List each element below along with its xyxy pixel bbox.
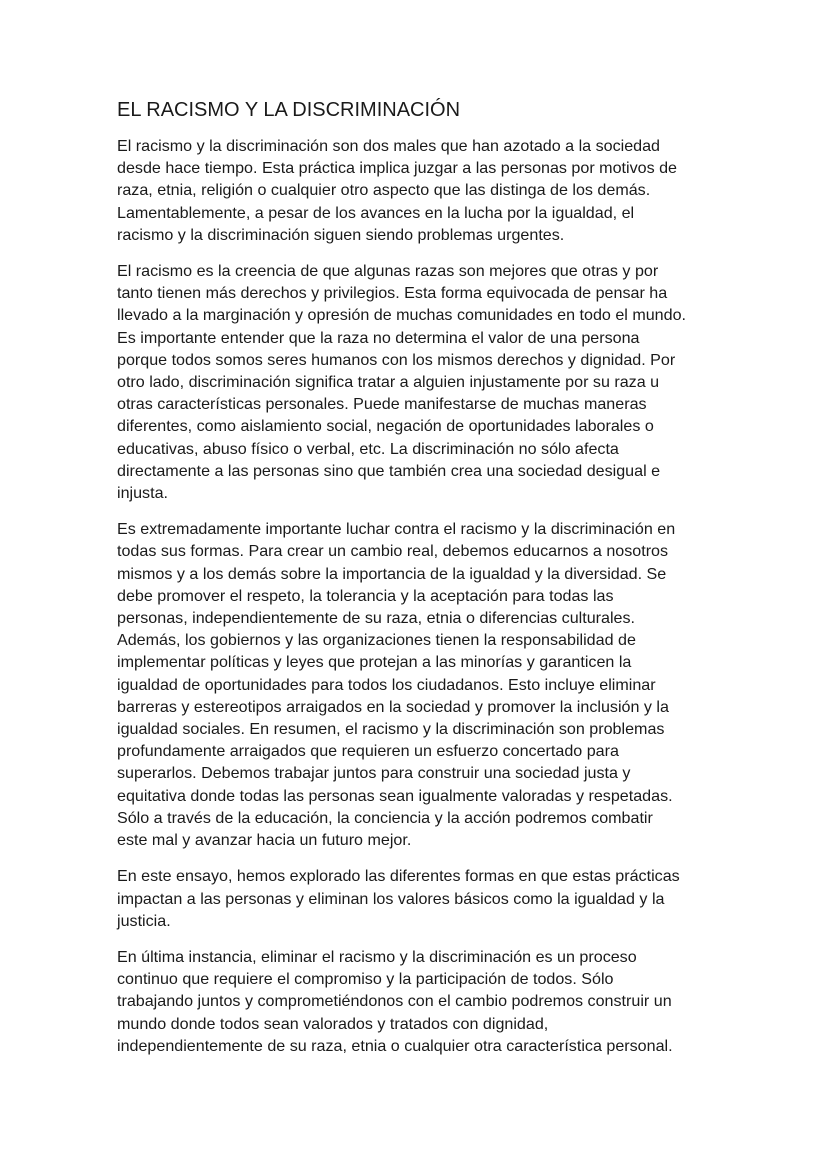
text-line: mundo donde todos sean valorados y tratados con dignidad, bbox=[117, 1014, 549, 1033]
text-line: injusta. bbox=[117, 484, 168, 503]
paragraph-definition bbox=[117, 260, 717, 504]
text-line: igualdad de oportunidades para todos los ciudadanos. Esto incluye eliminar bbox=[117, 675, 656, 694]
text-line: otras características personales. Puede manifestarse de muchas maneras bbox=[117, 395, 647, 414]
text-line: raza, etnia, religión o cualquier otro aspecto que las distinga de los demás. bbox=[117, 181, 651, 200]
text-line: profundamente arraigados que requieren un esfuerzo concertado para bbox=[117, 742, 619, 761]
text-line: otro lado, discriminación significa tratar a alguien injustamente por su raza u bbox=[117, 373, 660, 392]
text-line: mismos y a los demás sobre la importancia de la igualdad y la diversidad. Se bbox=[117, 564, 667, 583]
paragraph-essay-summary bbox=[117, 865, 717, 932]
text-line: implementar políticas y leyes que protejan a las minorías y garanticen la bbox=[117, 653, 632, 672]
text-line: racismo y la discriminación siguen siendo problemas urgentes. bbox=[117, 225, 565, 244]
paragraph-action bbox=[117, 518, 717, 851]
text-line: trabajando juntos y comprometiéndonos con el cambio podremos construir un bbox=[117, 992, 672, 1011]
text-line: continuo que requiere el compromiso y la participación de todos. Sólo bbox=[117, 970, 614, 989]
text-line: Es extremadamente importante luchar contra el racismo y la discriminación en bbox=[117, 520, 676, 539]
text-line: diferentes, como aislamiento social, negación de oportunidades laborales o bbox=[117, 417, 654, 436]
text-line: equitativa donde todas las personas sean igualmente valoradas y respetadas. bbox=[117, 786, 673, 805]
text-line: Además, los gobiernos y las organizaciones tienen la responsabilidad de bbox=[117, 631, 636, 650]
text-line: barreras y estereotipos arraigados en la sociedad y promover la inclusión y la bbox=[117, 697, 669, 716]
text-line: porque todos somos seres humanos con los mismos derechos y dignidad. Por bbox=[117, 350, 676, 369]
text-line: Es importante entender que la raza no determina el valor de una persona bbox=[117, 328, 640, 347]
text-line: Lamentablemente, a pesar de los avances en la lucha por la igualdad, el bbox=[117, 203, 635, 222]
text-line: Sólo a través de la educación, la conciencia y la acción podremos combatir bbox=[117, 808, 653, 827]
paragraph-conclusion bbox=[117, 946, 717, 1057]
text-line: impactan a las personas y eliminan los valores básicos como la igualdad y la bbox=[117, 889, 665, 908]
text-line: directamente a las personas sino que también crea una sociedad desigual e bbox=[117, 461, 661, 480]
text-line: En última instancia, eliminar el racismo y la discriminación es un proceso bbox=[117, 947, 637, 966]
document-title: EL RACISMO Y LA DISCRIMINACIÓN bbox=[117, 99, 461, 121]
text-line: educativas, abuso físico o verbal, etc. La discriminación no sólo afecta bbox=[117, 439, 619, 458]
text-line: desde hace tiempo. Esta práctica implica juzgar a las personas por motivos de bbox=[117, 159, 677, 178]
text-line: todas sus formas. Para crear un cambio real, debemos educarnos a nosotros bbox=[117, 542, 669, 561]
document-page bbox=[117, 96, 717, 1071]
text-line: llevado a la marginación y opresión de muchas comunidades en todo el mundo. bbox=[117, 306, 686, 325]
text-line: igualdad sociales. En resumen, el racismo y la discriminación son problemas bbox=[117, 720, 665, 739]
text-line: personas, independientemente de su raza, etnia o diferencias culturales. bbox=[117, 609, 636, 628]
text-line: justicia. bbox=[117, 911, 171, 930]
text-line: En este ensayo, hemos explorado las diferentes formas en que estas prácticas bbox=[117, 867, 680, 886]
text-line: debe promover el respeto, la tolerancia y la aceptación para todas las bbox=[117, 586, 614, 605]
text-line: superarlos. Debemos trabajar juntos para construir una sociedad justa y bbox=[117, 764, 631, 783]
text-line: El racismo es la creencia de que algunas razas son mejores que otras y por bbox=[117, 262, 659, 281]
paragraph-intro bbox=[117, 135, 717, 246]
text-line: independientemente de su raza, etnia o cualquier otra característica personal. bbox=[117, 1036, 673, 1055]
text-line: tanto tienen más derechos y privilegios. Esta forma equivocada de pensar ha bbox=[117, 284, 668, 303]
text-line: El racismo y la discriminación son dos males que han azotado a la sociedad bbox=[117, 137, 661, 155]
text-line: este mal y avanzar hacia un futuro mejor. bbox=[117, 831, 412, 850]
